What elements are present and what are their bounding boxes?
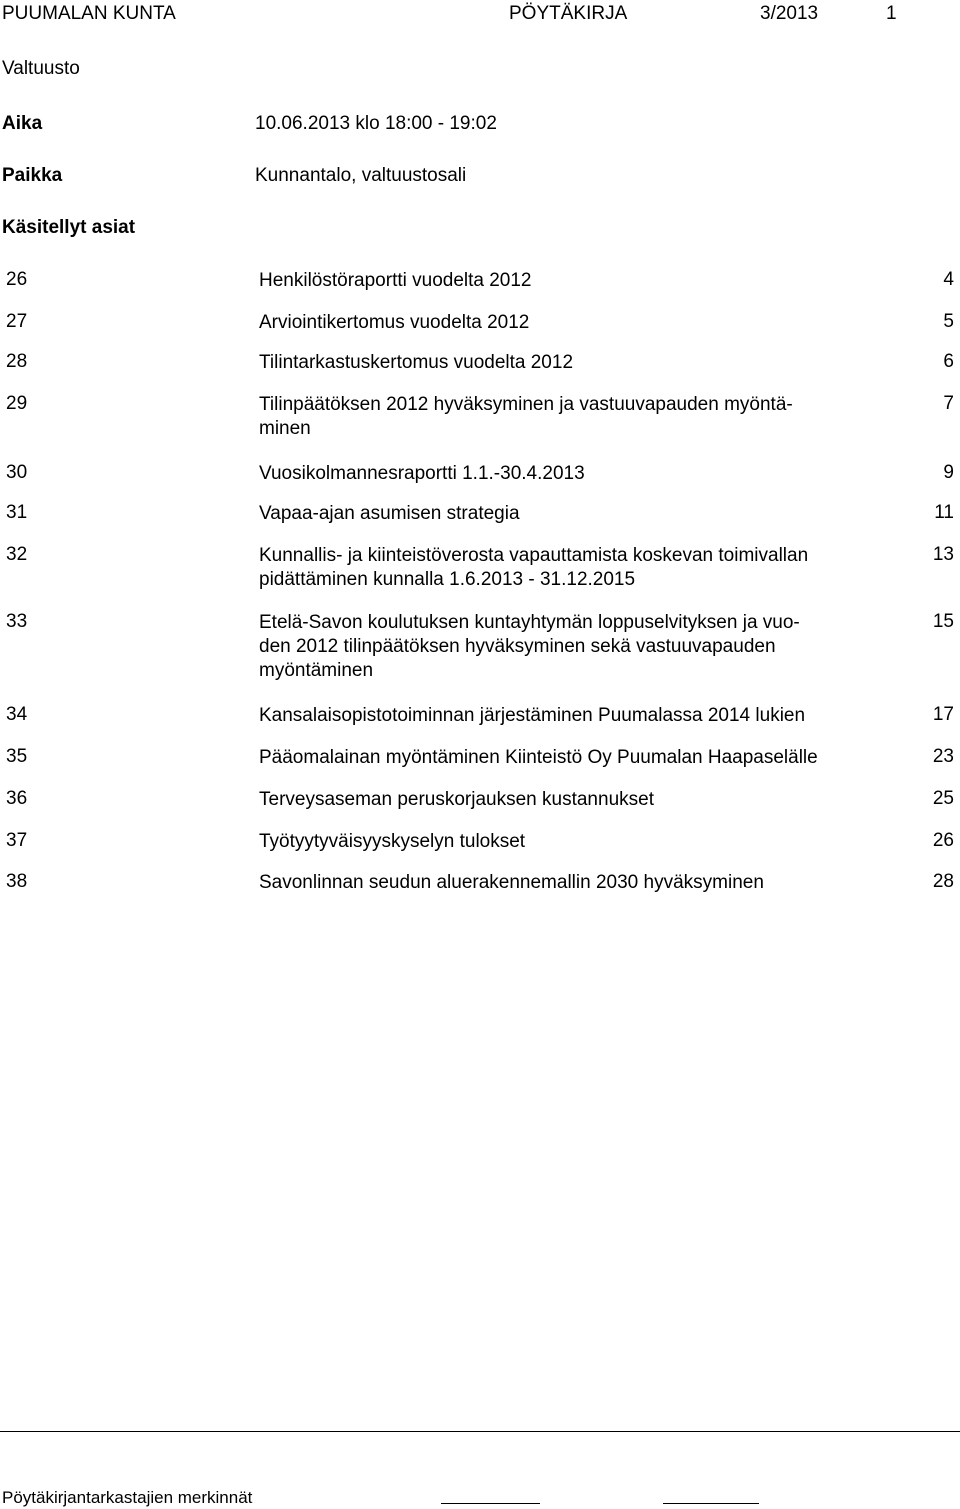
item-title: Henkilöstöraportti vuodelta 2012 [259, 270, 532, 291]
item-title: Vuosikolmannesraportti 1.1.-30.4.2013 [259, 463, 585, 484]
header-org: PUUMALAN KUNTA [2, 3, 176, 24]
item-number: 30 [6, 462, 28, 483]
item-number: 26 [6, 269, 28, 290]
item-title: Kunnallis- ja kiinteistöverosta vapauttamista koskevan toimivallan pidättäminen kunnalla 1.6.2013 - 31.12.2015 [259, 545, 809, 590]
footer-divider [0, 1431, 960, 1432]
item-page-number: 6 [943, 351, 954, 372]
item-number: 33 [6, 611, 28, 632]
item-page-number: 4 [943, 269, 954, 290]
item-page-number: 11 [934, 502, 954, 523]
item-number: 28 [6, 351, 28, 372]
item-number: 35 [6, 746, 28, 767]
item-number: 27 [6, 311, 28, 332]
item-number: 38 [6, 871, 28, 892]
item-page-number: 17 [932, 704, 954, 725]
item-title: Etelä-Savon koulutuksen kuntayhtymän loppuselvityksen ja vuo- den 2012 tilinpäätöksen hyväksyminen sekä vastuuvapauden myöntäminen [259, 612, 800, 681]
footer-note: Pöytäkirjantarkastajien merkinnät [2, 1488, 253, 1507]
item-title: Tilinpäätöksen 2012 hyväksyminen ja vastuuvapauden myöntä- minen [259, 394, 793, 439]
item-number: 37 [6, 830, 28, 851]
place-value: Kunnantalo, valtuustosali [255, 165, 467, 186]
item-number: 36 [6, 788, 28, 809]
item-title: Vapaa-ajan asumisen strategia [259, 503, 520, 524]
item-title: Tilintarkastuskertomus vuodelta 2012 [259, 352, 574, 373]
item-title: Terveysaseman peruskorjauksen kustannukset [259, 789, 654, 810]
item-page-number: 7 [943, 393, 954, 414]
signature-line-1 [441, 1503, 540, 1504]
item-number: 31 [6, 502, 28, 523]
item-page-number: 28 [932, 871, 954, 892]
header-doc-type: PÖYTÄKIRJA [509, 3, 628, 24]
item-page-number: 13 [932, 544, 954, 565]
item-number: 34 [6, 704, 28, 725]
signature-line-2 [663, 1503, 759, 1504]
item-title: Savonlinnan seudun aluerakennemallin 2030 hyväksyminen [259, 872, 764, 893]
time-label: Aika [2, 113, 43, 134]
place-label: Paikka [2, 165, 63, 186]
items-heading: Käsitellyt asiat [2, 217, 136, 238]
item-title: Työtyytyväisyyskyselyn tulokset [259, 831, 526, 852]
item-page-number: 23 [932, 746, 954, 767]
item-page-number: 26 [932, 830, 954, 851]
item-page-number: 5 [943, 311, 954, 332]
item-title: Arviointikertomus vuodelta 2012 [259, 312, 530, 333]
body-name: Valtuusto [2, 58, 80, 79]
time-value: 10.06.2013 klo 18:00 - 19:02 [255, 113, 497, 134]
item-number: 32 [6, 544, 28, 565]
header-page-number: 1 [886, 3, 897, 24]
item-number: 29 [6, 393, 28, 414]
item-page-number: 25 [932, 788, 954, 809]
item-title: Kansalaisopistotoiminnan järjestäminen Puumalassa 2014 lukien [259, 705, 806, 726]
item-page-number: 9 [943, 462, 954, 483]
item-page-number: 15 [932, 611, 954, 632]
item-title: Pääomalainan myöntäminen Kiinteistö Oy Puumalan Haapaselälle [259, 747, 818, 768]
header-doc-number: 3/2013 [760, 3, 819, 24]
